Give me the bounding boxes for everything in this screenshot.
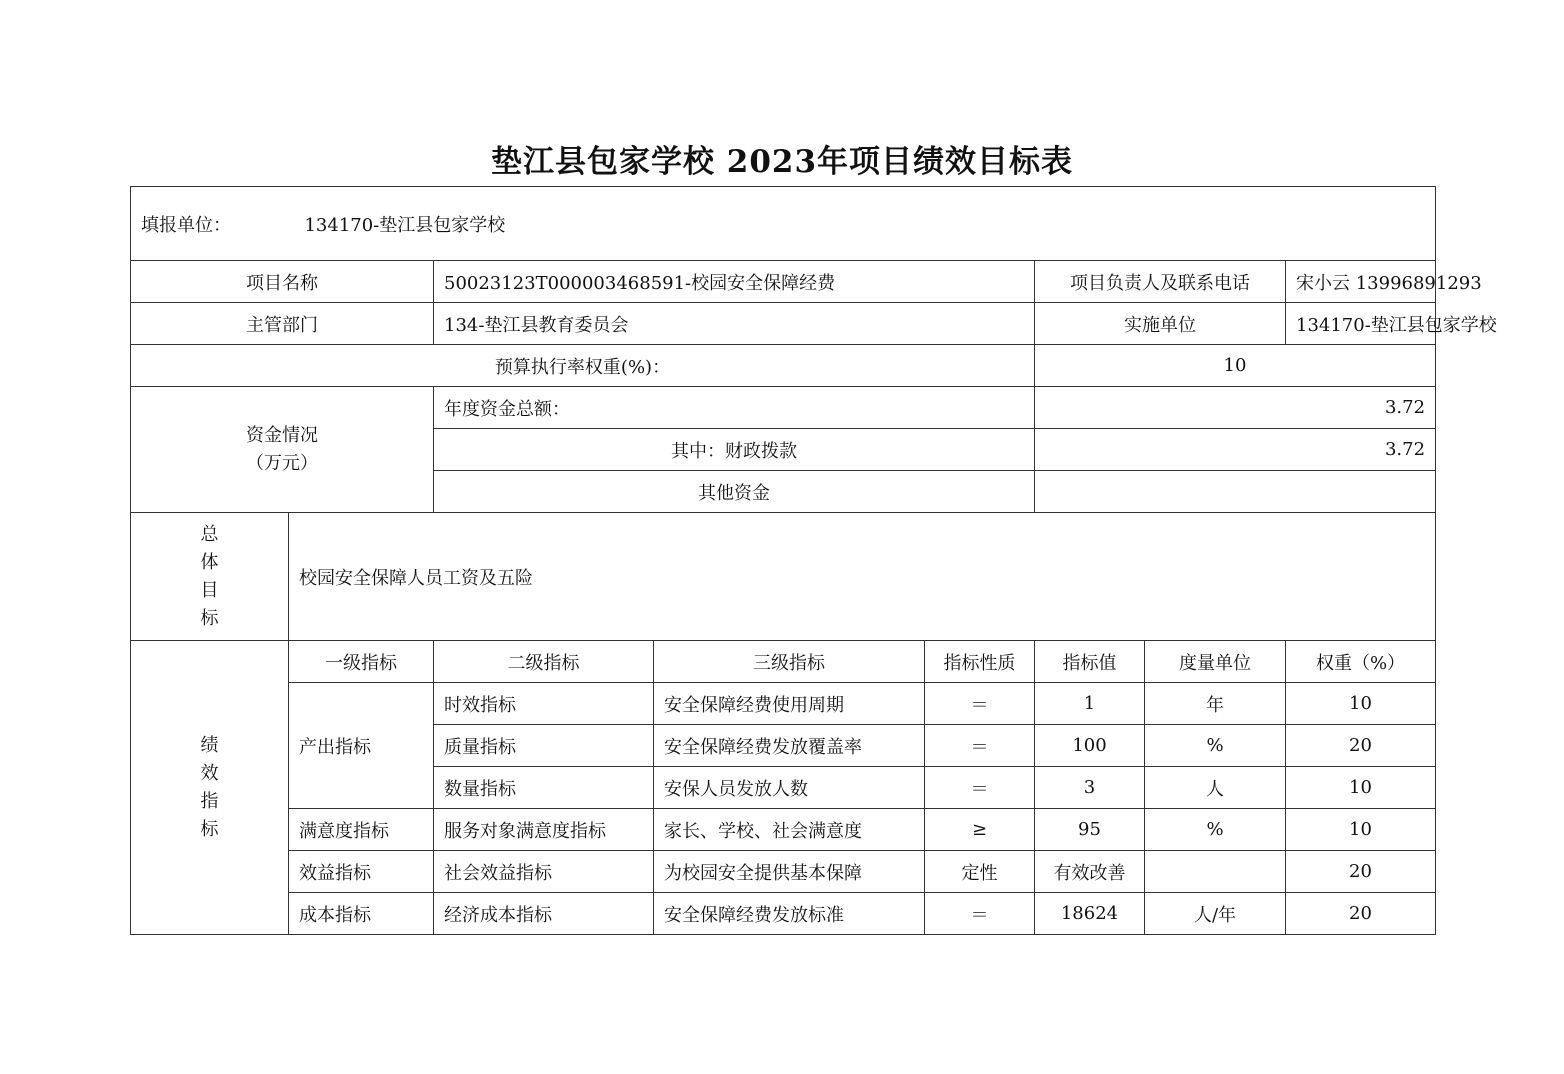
weight-cell: 10 bbox=[1286, 767, 1436, 809]
department-row bbox=[131, 303, 1436, 345]
nature-cell: ＝ bbox=[925, 725, 1035, 767]
contact-label: 项目负责人及联系电话 bbox=[1035, 261, 1286, 303]
goal-char: 总 bbox=[200, 523, 219, 545]
weight-cell: 20 bbox=[1286, 725, 1436, 767]
impl-value: 134170-垫江县包家学校 bbox=[1286, 303, 1436, 345]
value-cell: 3 bbox=[1035, 767, 1145, 809]
weight-cell: 20 bbox=[1286, 851, 1436, 893]
project-name-value: 50023123T000003468591-校园安全保障经费 bbox=[434, 261, 1035, 303]
column-header: 一级指标 bbox=[289, 641, 434, 683]
reporting-unit-row bbox=[131, 187, 1436, 261]
weight-cell: 10 bbox=[1286, 683, 1436, 725]
level3-cell: 安全保障经费发放标准 bbox=[654, 893, 925, 935]
weight-cell: 10 bbox=[1286, 809, 1436, 851]
overall-goal-label bbox=[131, 513, 289, 641]
column-header: 指标值 bbox=[1035, 641, 1145, 683]
funds-fiscal-value: 3.72 bbox=[1035, 429, 1436, 471]
table-row bbox=[131, 893, 1436, 935]
level1-cell: 效益指标 bbox=[289, 851, 434, 893]
contact-value: 宋小云 13996891293 bbox=[1286, 261, 1436, 303]
performance-target-table bbox=[130, 186, 1497, 935]
dept-value: 134-垫江县教育委员会 bbox=[434, 303, 1035, 345]
page-title: 垫江县包家学校 2023年项目绩效目标表 bbox=[490, 144, 1074, 180]
indicator-char: 指 bbox=[200, 790, 219, 812]
level2-cell: 时效指标 bbox=[434, 683, 654, 725]
table-row bbox=[131, 851, 1436, 893]
column-header: 二级指标 bbox=[434, 641, 654, 683]
level1-cell: 产出指标 bbox=[289, 683, 434, 809]
budget-rate-label: 预算执行率权重(%)： bbox=[131, 345, 1035, 387]
weight-cell: 20 bbox=[1286, 893, 1436, 935]
goal-char: 标 bbox=[200, 607, 219, 629]
unit-cell: % bbox=[1145, 809, 1286, 851]
table-row bbox=[131, 809, 1436, 851]
dept-label: 主管部门 bbox=[131, 303, 434, 345]
unit-cell bbox=[1145, 851, 1286, 893]
column-header: 三级指标 bbox=[654, 641, 925, 683]
nature-cell: ≥ bbox=[925, 809, 1035, 851]
unit-cell: 人/年 bbox=[1145, 893, 1286, 935]
indicator-char: 效 bbox=[200, 762, 219, 784]
funds-other-value bbox=[1035, 471, 1436, 513]
overall-goal-row bbox=[131, 513, 1436, 641]
value-cell: 有效改善 bbox=[1035, 851, 1145, 893]
level2-cell: 社会效益指标 bbox=[434, 851, 654, 893]
unit-cell: % bbox=[1145, 725, 1286, 767]
funds-label-line2: （万元） bbox=[246, 452, 318, 474]
column-header: 指标性质 bbox=[925, 641, 1035, 683]
level1-cell: 满意度指标 bbox=[289, 809, 434, 851]
budget-rate-row bbox=[131, 345, 1436, 387]
level3-cell: 家长、学校、社会满意度 bbox=[654, 809, 925, 851]
funds-label-line1: 资金情况 bbox=[246, 424, 318, 446]
level3-cell: 安全保障经费发放覆盖率 bbox=[654, 725, 925, 767]
indicators-label bbox=[131, 641, 289, 935]
level2-cell: 质量指标 bbox=[434, 725, 654, 767]
nature-cell: ＝ bbox=[925, 893, 1035, 935]
column-header: 权重（%） bbox=[1286, 641, 1436, 683]
impl-label: 实施单位 bbox=[1035, 303, 1286, 345]
indicator-header-row bbox=[131, 641, 1436, 683]
unit-cell: 年 bbox=[1145, 683, 1286, 725]
level1-cell: 成本指标 bbox=[289, 893, 434, 935]
indicator-char: 绩 bbox=[200, 734, 219, 756]
level3-cell: 安全保障经费使用周期 bbox=[654, 683, 925, 725]
level2-cell: 数量指标 bbox=[434, 767, 654, 809]
table-row bbox=[131, 683, 1436, 725]
value-cell: 100 bbox=[1035, 725, 1145, 767]
value-cell: 18624 bbox=[1035, 893, 1145, 935]
funds-total-label: 年度资金总额： bbox=[434, 387, 1035, 429]
funds-other-label: 其他资金 bbox=[434, 471, 1035, 513]
nature-cell: 定性 bbox=[925, 851, 1035, 893]
funds-total-value: 3.72 bbox=[1035, 387, 1436, 429]
value-cell: 1 bbox=[1035, 683, 1145, 725]
column-header: 度量单位 bbox=[1145, 641, 1286, 683]
level3-cell: 安保人员发放人数 bbox=[654, 767, 925, 809]
nature-cell: ＝ bbox=[925, 767, 1035, 809]
funds-fiscal-label: 其中：财政拨款 bbox=[434, 429, 1035, 471]
reporting-unit-cell bbox=[131, 187, 1436, 261]
project-name-label: 项目名称 bbox=[131, 261, 434, 303]
reporting-unit-value: 134170-垫江县包家学校 bbox=[304, 214, 506, 236]
goal-char: 体 bbox=[200, 551, 219, 573]
funds-total-row bbox=[131, 387, 1436, 429]
budget-rate-value: 10 bbox=[1035, 345, 1436, 387]
project-name-row bbox=[131, 261, 1436, 303]
value-cell: 95 bbox=[1035, 809, 1145, 851]
level2-cell: 服务对象满意度指标 bbox=[434, 809, 654, 851]
nature-cell: ＝ bbox=[925, 683, 1035, 725]
funds-label bbox=[131, 387, 434, 513]
level2-cell: 经济成本指标 bbox=[434, 893, 654, 935]
overall-goal-text: 校园安全保障人员工资及五险 bbox=[289, 513, 1436, 641]
goal-char: 目 bbox=[200, 579, 219, 601]
unit-cell: 人 bbox=[1145, 767, 1286, 809]
indicator-char: 标 bbox=[200, 818, 219, 840]
level3-cell: 为校园安全提供基本保障 bbox=[654, 851, 925, 893]
reporting-unit-label: 填报单位： bbox=[141, 214, 231, 236]
